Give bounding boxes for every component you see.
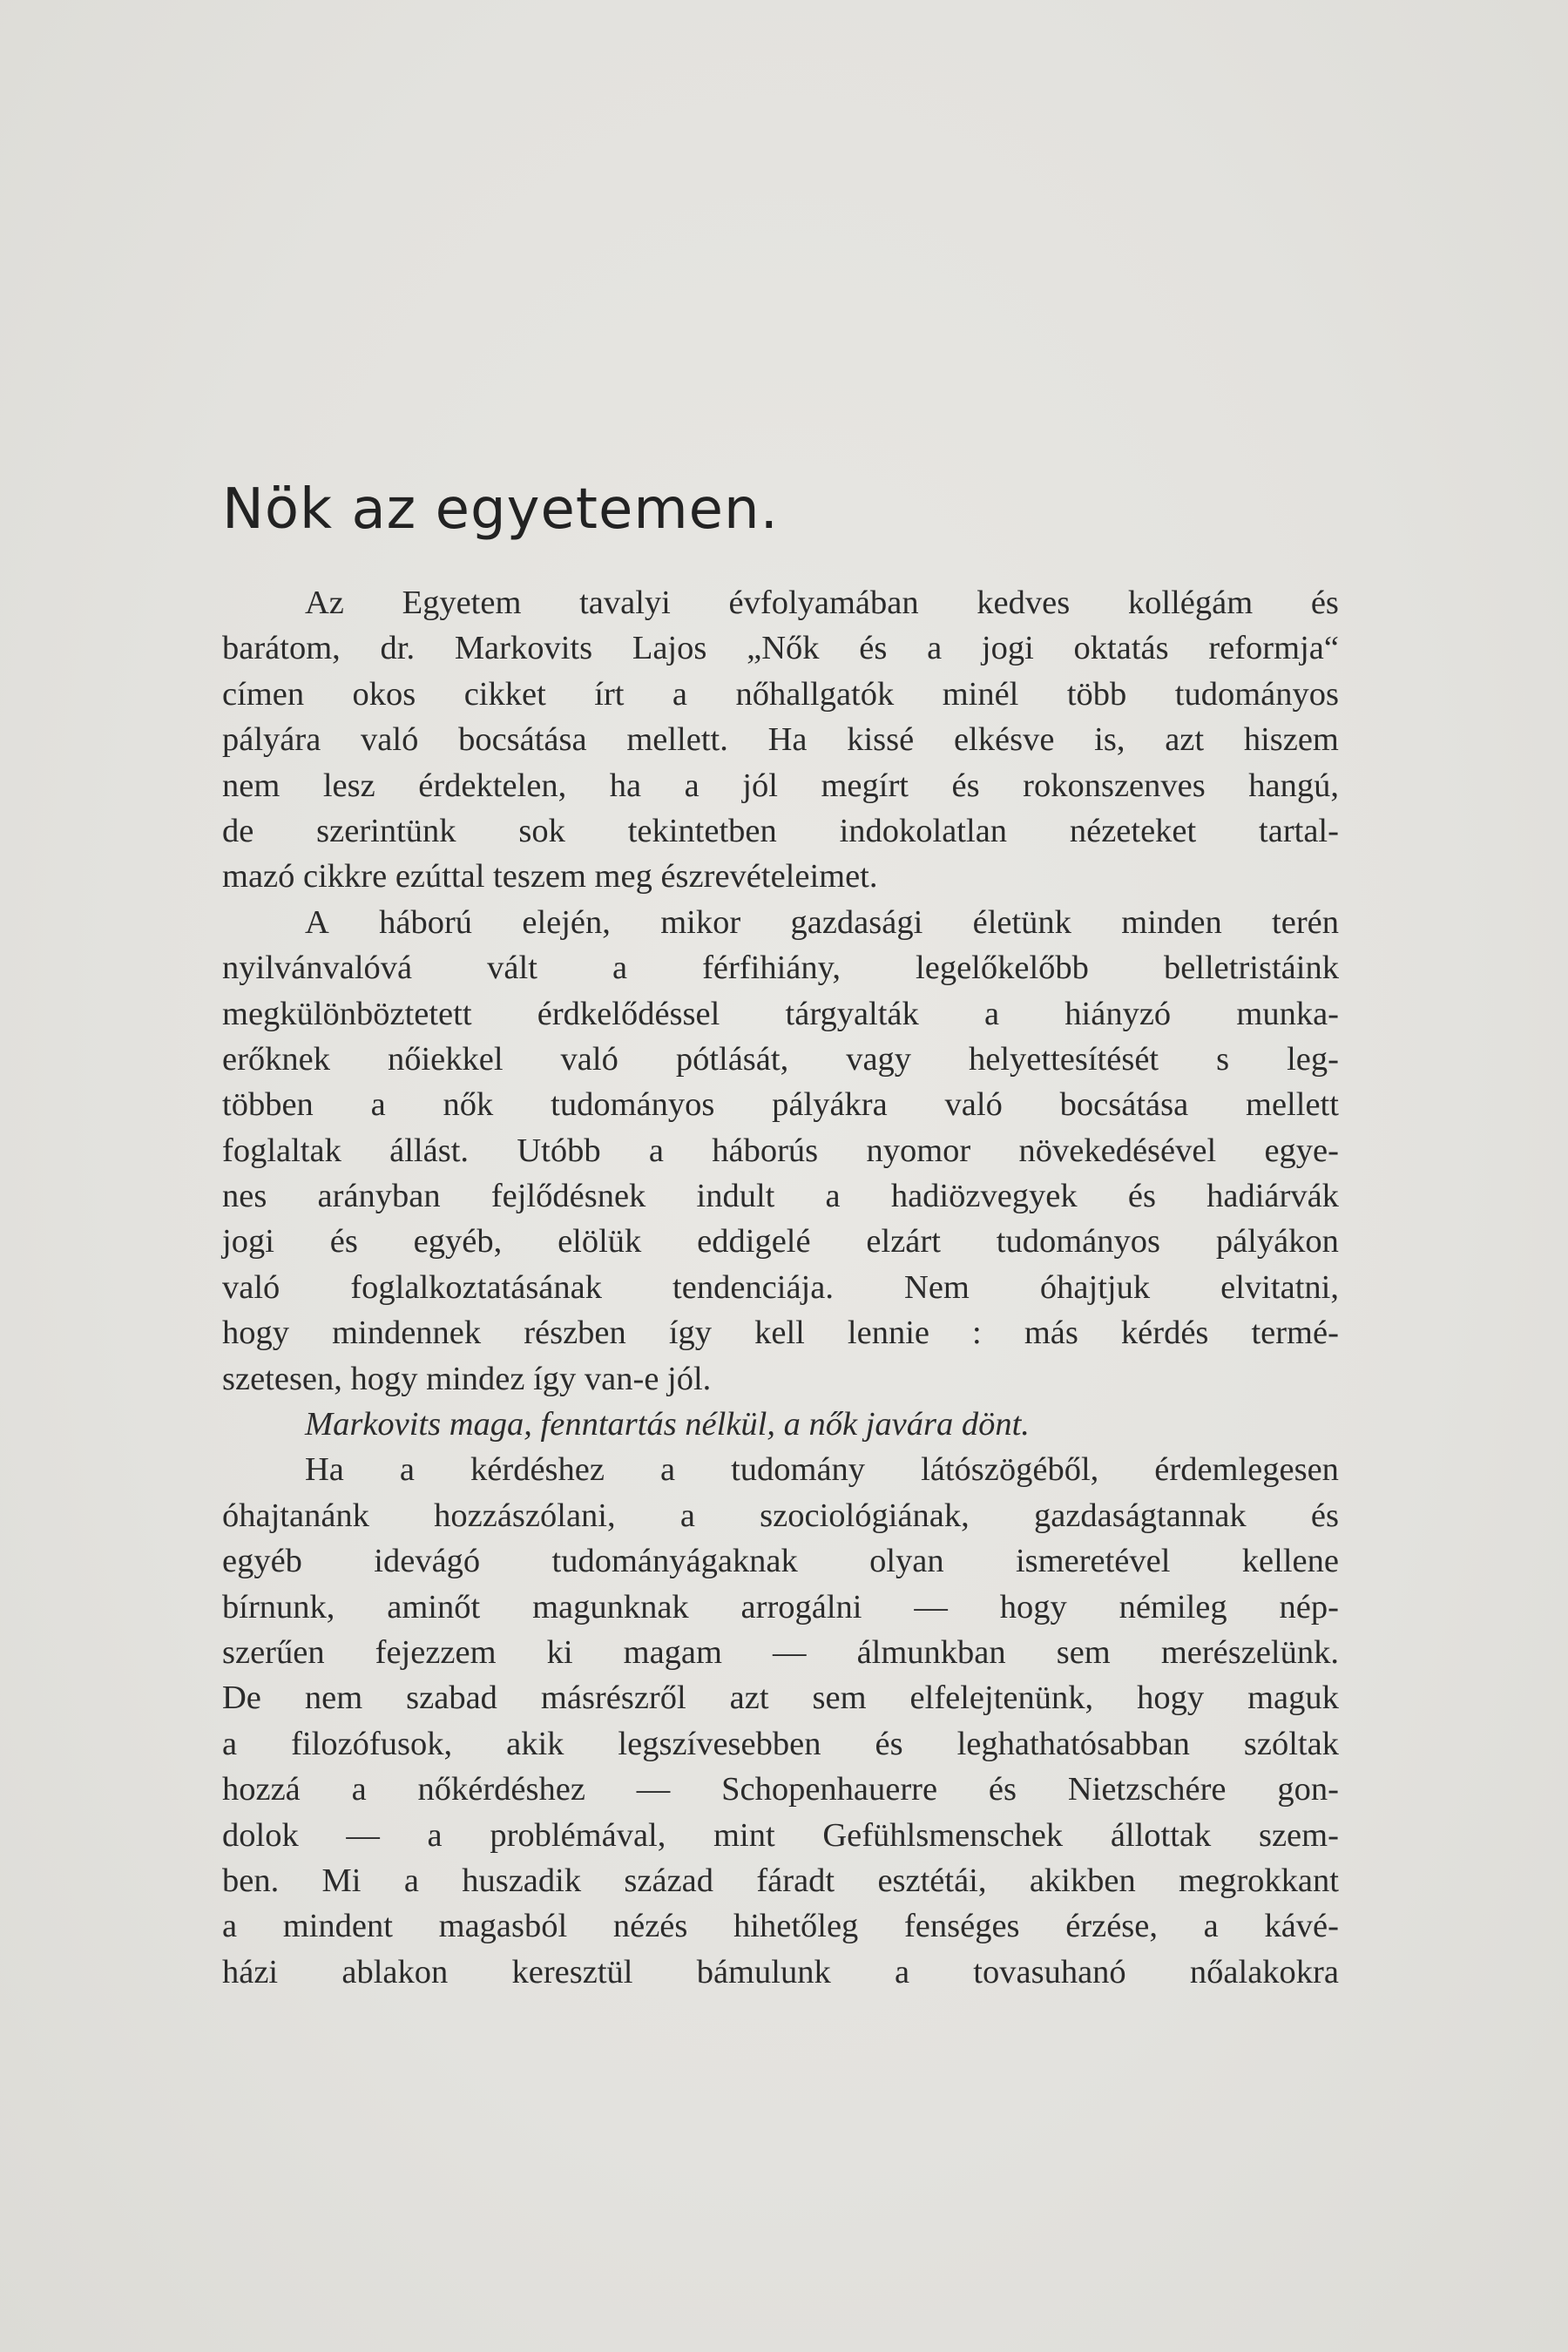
word: század xyxy=(624,1862,714,1899)
word: egye- xyxy=(1264,1132,1339,1169)
word: látószögéből, xyxy=(921,1451,1099,1489)
word: termé- xyxy=(1251,1315,1339,1352)
word: nem xyxy=(304,1680,363,1717)
word: tartal- xyxy=(1259,812,1339,849)
word: szabad xyxy=(406,1680,497,1717)
article-body xyxy=(222,580,1339,1995)
word: nők xyxy=(443,1086,494,1124)
word: egyéb, xyxy=(413,1223,503,1260)
word: dr. xyxy=(380,630,416,667)
word: s xyxy=(1216,1040,1230,1078)
word: akikben xyxy=(1029,1862,1136,1899)
word: : xyxy=(972,1315,982,1352)
word: mellett xyxy=(1246,1086,1339,1124)
word: hadiárvák xyxy=(1206,1178,1339,1215)
word: fejezzem xyxy=(375,1633,497,1671)
word: jogi xyxy=(981,630,1034,667)
word: a xyxy=(983,995,1000,1032)
word: a xyxy=(1203,1908,1219,1945)
word: szociológiának, xyxy=(760,1497,970,1534)
text-line xyxy=(222,1447,1339,1492)
word: a xyxy=(222,1725,238,1762)
word: nép- xyxy=(1279,1588,1339,1625)
word: való xyxy=(560,1040,618,1078)
word: férfihiány, xyxy=(702,950,841,987)
text-line xyxy=(222,1128,1339,1173)
word: Utóbb xyxy=(517,1132,601,1169)
text-line xyxy=(222,1858,1339,1903)
word: sem xyxy=(812,1680,867,1717)
text-line xyxy=(222,580,1339,625)
word: nőkérdéshez xyxy=(417,1771,585,1808)
word: évfolyamában xyxy=(728,585,919,621)
word: pályára xyxy=(222,721,321,759)
word: többen xyxy=(222,1086,314,1124)
word: hihetőleg xyxy=(733,1908,859,1945)
word: idevágó xyxy=(374,1543,481,1580)
word: nézés xyxy=(612,1908,688,1945)
word: gazdasági xyxy=(790,903,923,941)
word: a xyxy=(403,1862,419,1899)
word: hangú, xyxy=(1248,767,1339,804)
word: lesz xyxy=(322,767,375,804)
word: — xyxy=(914,1588,948,1625)
text-line xyxy=(222,1219,1339,1264)
word: Markovits xyxy=(454,630,593,667)
word: kellene xyxy=(1241,1543,1339,1580)
text-line xyxy=(222,717,1339,762)
word: nézeteket xyxy=(1069,812,1197,849)
word: arányban xyxy=(317,1178,441,1215)
word: pótlását, xyxy=(675,1040,789,1078)
article-title: Nök az egyetemen. xyxy=(222,477,779,542)
word: vagy xyxy=(846,1040,912,1078)
word: dolok xyxy=(222,1816,299,1854)
word: legelőkelőbb xyxy=(916,950,1089,987)
word: kell xyxy=(754,1315,805,1352)
word: hozzá xyxy=(222,1771,301,1808)
word: ismeretével xyxy=(1015,1543,1171,1580)
word: némileg xyxy=(1119,1588,1227,1625)
word: tendenciája. xyxy=(672,1268,834,1306)
word: érdkelődéssel xyxy=(537,995,720,1032)
word: aminőt xyxy=(387,1588,481,1625)
word: filozófusok, xyxy=(291,1725,453,1762)
word: elölük xyxy=(558,1223,642,1260)
word: nem xyxy=(222,767,280,804)
word: reformja“ xyxy=(1208,630,1339,667)
word: indokolatlan xyxy=(839,812,1008,849)
word: bocsátása xyxy=(458,721,587,759)
word: címen xyxy=(222,675,305,713)
word: A xyxy=(305,903,329,941)
word: tudomány xyxy=(731,1451,866,1489)
text-line xyxy=(222,763,1339,808)
word: megírt xyxy=(821,767,909,804)
word: munka- xyxy=(1236,995,1339,1032)
word: tudományos xyxy=(996,1223,1160,1260)
text-line xyxy=(222,991,1339,1037)
text-line xyxy=(222,625,1339,671)
text-line xyxy=(222,1630,1339,1675)
word: ben. xyxy=(222,1862,280,1899)
word: pályákra xyxy=(772,1086,888,1124)
word: más xyxy=(1024,1315,1078,1352)
word: való xyxy=(944,1086,1003,1124)
text-line xyxy=(222,1310,1339,1355)
text-line xyxy=(222,945,1339,990)
word: mikor xyxy=(660,903,741,941)
word: kedves xyxy=(977,585,1071,621)
word: a xyxy=(612,950,628,987)
word: hogy xyxy=(222,1315,289,1352)
word: eddigelé xyxy=(697,1223,811,1260)
word: — xyxy=(773,1633,807,1671)
word: érdemlegesen xyxy=(1154,1451,1339,1489)
word: megkülönböztetett xyxy=(222,995,472,1032)
word: a xyxy=(825,1178,841,1215)
word: mint xyxy=(713,1816,775,1854)
text-line xyxy=(222,1903,1339,1949)
word: a xyxy=(659,1451,676,1489)
word: De xyxy=(222,1680,261,1717)
word: helyettesítését xyxy=(969,1040,1159,1078)
word: ki xyxy=(546,1633,573,1671)
word: legszívesebben xyxy=(618,1725,821,1762)
text-line xyxy=(222,1721,1339,1767)
word: másrészről xyxy=(540,1680,686,1717)
word: elvitatni, xyxy=(1220,1268,1339,1306)
word: cikket xyxy=(463,675,546,713)
word: rokonszenves xyxy=(1023,767,1206,804)
text-line xyxy=(222,900,1339,945)
word: való xyxy=(222,1268,280,1306)
word: tekintetben xyxy=(627,812,777,849)
word: hogy xyxy=(1137,1680,1205,1717)
word: Ha xyxy=(305,1451,344,1489)
word: hiszem xyxy=(1243,721,1339,759)
text-line xyxy=(222,1265,1339,1310)
text-line xyxy=(222,1173,1339,1219)
word: a xyxy=(399,1451,416,1489)
word: a xyxy=(679,1497,695,1534)
word: érzése, xyxy=(1065,1908,1158,1945)
text-line xyxy=(222,1538,1339,1584)
word: növekedésével xyxy=(1018,1132,1217,1169)
word: tovasuhanó xyxy=(973,1953,1126,1990)
text-line xyxy=(222,1767,1339,1812)
word: állást. xyxy=(389,1132,470,1169)
word: álmunkban xyxy=(856,1633,1006,1671)
text-line xyxy=(222,1493,1339,1538)
word: szerűen xyxy=(222,1633,325,1671)
word: szóltak xyxy=(1243,1725,1339,1762)
word: minél xyxy=(942,675,1019,713)
text-line: Markovits maga, fenntartás nélkül, a nők javára dönt. xyxy=(305,1406,1030,1443)
word: Ha xyxy=(767,721,808,759)
word: sok xyxy=(518,812,565,849)
word: foglalkoztatásának xyxy=(350,1268,602,1306)
word: életünk xyxy=(972,903,1071,941)
word: kollégám xyxy=(1127,585,1254,621)
word: nőhallgatók xyxy=(735,675,895,713)
word: kérdés xyxy=(1120,1315,1209,1352)
word: magasból xyxy=(438,1908,568,1945)
word: szem- xyxy=(1258,1816,1339,1854)
word: indult xyxy=(696,1178,775,1215)
word: huszadik xyxy=(462,1862,582,1899)
word: keresztül xyxy=(511,1953,633,1990)
word: magunknak xyxy=(532,1588,689,1625)
word: ablakon xyxy=(341,1953,449,1990)
text-line xyxy=(222,1675,1339,1720)
word: óhajtanánk xyxy=(222,1497,369,1534)
word: pályákon xyxy=(1215,1223,1339,1260)
word: is, xyxy=(1094,721,1125,759)
word: elzárt xyxy=(866,1223,941,1260)
word: részben xyxy=(524,1315,626,1352)
word: oktatás xyxy=(1073,630,1169,667)
word: és xyxy=(859,630,888,667)
word: házi xyxy=(222,1953,279,1990)
word: a xyxy=(927,630,943,667)
word: hadiözvegyek xyxy=(890,1178,1078,1215)
text-line xyxy=(222,808,1339,854)
word: belletristáink xyxy=(1163,950,1339,987)
word: háború xyxy=(379,903,473,941)
word: óhajtjuk xyxy=(1039,1268,1151,1306)
word: barátom, xyxy=(222,630,341,667)
word: gazdaságtannak xyxy=(1033,1497,1247,1534)
text-line xyxy=(222,1082,1339,1127)
word: Schopenhauerre xyxy=(721,1771,938,1808)
word: mindent xyxy=(282,1908,393,1945)
word: tudományágaknak xyxy=(551,1543,798,1580)
word: mindennek xyxy=(332,1315,482,1352)
word: lennie xyxy=(847,1315,929,1352)
word: nyilvánvalóvá xyxy=(222,950,413,987)
word: való xyxy=(361,721,419,759)
word: Az xyxy=(305,585,344,621)
word: arrogálni xyxy=(740,1588,862,1625)
word: azt xyxy=(729,1680,769,1717)
word: problémával, xyxy=(490,1816,666,1854)
word: bocsátása xyxy=(1059,1086,1189,1124)
word: esztétái, xyxy=(877,1862,987,1899)
text-line xyxy=(222,1813,1339,1858)
word: olyan xyxy=(869,1543,944,1580)
word: mellett. xyxy=(626,721,728,759)
word: terén xyxy=(1272,903,1339,941)
word: háborús xyxy=(712,1132,819,1169)
word: kérdéshez xyxy=(470,1451,605,1489)
word: a xyxy=(894,1953,910,1990)
word: okos xyxy=(352,675,416,713)
word: nyomor xyxy=(866,1132,971,1169)
word: a xyxy=(222,1908,238,1945)
word: leghathatósabban xyxy=(956,1725,1190,1762)
word: a xyxy=(370,1086,386,1124)
word: foglaltak xyxy=(222,1132,341,1169)
word: és xyxy=(951,767,980,804)
word: Lajos xyxy=(632,630,707,667)
word: sem xyxy=(1056,1633,1111,1671)
word: hiányzó xyxy=(1064,995,1172,1032)
text-line xyxy=(222,672,1339,717)
word: és xyxy=(1310,1497,1339,1534)
text-line xyxy=(222,1950,1339,1995)
word: egyéb xyxy=(222,1543,302,1580)
text-line xyxy=(222,1585,1339,1630)
word: tárgyalták xyxy=(785,995,919,1032)
word: leg- xyxy=(1287,1040,1339,1078)
word: magam xyxy=(623,1633,722,1671)
word: hozzászólani, xyxy=(434,1497,616,1534)
word: akik xyxy=(506,1725,564,1762)
word: ha xyxy=(609,767,642,804)
word: fenséges xyxy=(903,1908,1020,1945)
word: Nem xyxy=(904,1268,970,1306)
word: bámulunk xyxy=(696,1953,831,1990)
word: és xyxy=(875,1725,903,1762)
word: — xyxy=(636,1771,671,1808)
word: és xyxy=(1310,585,1339,621)
word: nőalakokra xyxy=(1189,1953,1339,1990)
text-line: mazó cikkre ezúttal teszem meg észrevételeimet. xyxy=(222,858,878,896)
word: Nietzschére xyxy=(1067,1771,1227,1808)
word: nőiekkel xyxy=(387,1040,504,1078)
word: — xyxy=(346,1816,380,1854)
word: gon- xyxy=(1277,1771,1339,1808)
word: „Nők xyxy=(747,630,820,667)
word: több xyxy=(1066,675,1127,713)
word: Egyetem xyxy=(402,585,522,621)
word: tudományos xyxy=(1174,675,1339,713)
word: jogi xyxy=(222,1223,274,1260)
word: Gefühlsmenschek xyxy=(822,1816,1064,1854)
word: azt xyxy=(1165,721,1205,759)
word: minden xyxy=(1121,903,1222,941)
word: szerintünk xyxy=(316,812,456,849)
word: és xyxy=(988,1771,1017,1808)
word: a xyxy=(351,1771,367,1808)
word: hogy xyxy=(999,1588,1067,1625)
word: a xyxy=(648,1132,664,1169)
word: vált xyxy=(487,950,537,987)
word: írt xyxy=(594,675,625,713)
word: Mi xyxy=(321,1862,362,1899)
word: a xyxy=(684,767,700,804)
word: erőknek xyxy=(222,1040,330,1078)
word: és xyxy=(329,1223,358,1260)
word: így xyxy=(668,1315,713,1352)
word: merészelünk. xyxy=(1160,1633,1339,1671)
word: állottak xyxy=(1110,1816,1212,1854)
word: és xyxy=(1127,1178,1156,1215)
word: a xyxy=(672,675,688,713)
word: bírnunk, xyxy=(222,1588,335,1625)
word: elfelejtenünk, xyxy=(909,1680,1094,1717)
word: nes xyxy=(222,1178,267,1215)
word: jól xyxy=(742,767,778,804)
word: tudományos xyxy=(551,1086,715,1124)
word: kávé- xyxy=(1264,1908,1339,1945)
word: fáradt xyxy=(756,1862,835,1899)
word: érdektelen, xyxy=(418,767,567,804)
word: maguk xyxy=(1247,1680,1339,1717)
word: de xyxy=(222,812,254,849)
word: fejlődésnek xyxy=(490,1178,646,1215)
word: a xyxy=(427,1816,443,1854)
word: kissé xyxy=(847,721,915,759)
word: elkésve xyxy=(953,721,1055,759)
word: elején, xyxy=(522,903,611,941)
word: megrokkant xyxy=(1179,1862,1339,1899)
text-line: szetesen, hogy mindez így van-e jól. xyxy=(222,1360,712,1397)
word: tavalyi xyxy=(579,585,671,621)
text-line xyxy=(222,1037,1339,1082)
